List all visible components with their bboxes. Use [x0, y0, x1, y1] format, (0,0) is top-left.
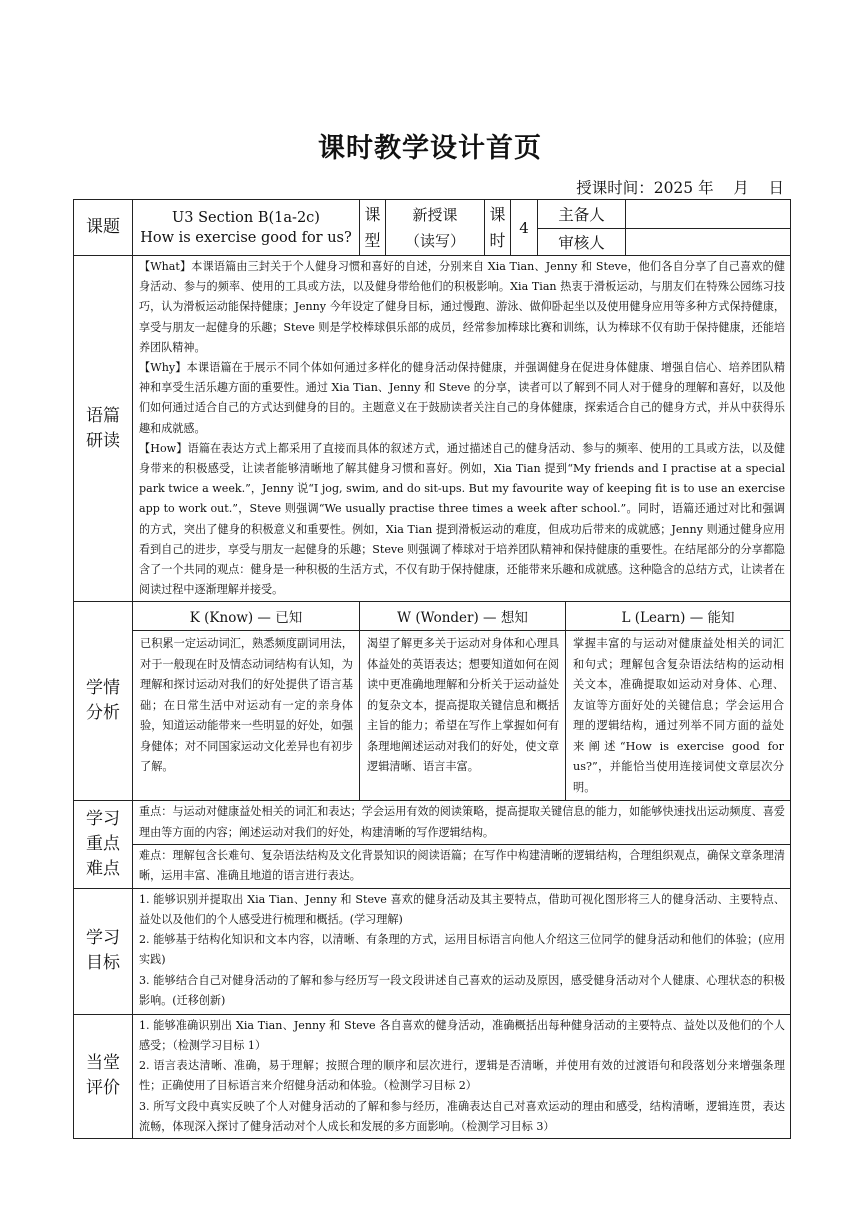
learner-analysis-label: [74, 602, 133, 801]
type-value-2: （读写）: [405, 231, 466, 250]
type-value-cell: [386, 200, 485, 256]
text-study-label-2: 研读: [86, 430, 120, 451]
text-study-what: 【What】本课语篇由三封关于个人健身习惯和喜好的自述，分别来自 Xia Tian、Jenny 和 Steve，他们各自分享了自己喜欢的健身活动、参与的频率、使用的工具或方法，以及健身带给他们的积极影响。Xia Tian 热衷于滑板运动，与朋友们在特殊公园练习技巧，认为滑板运动能保持健康；Jenny 今年设定了健身目标，通过慢跑、游泳、做仰卧起坐以及使用健身应用等多种方式保持健康，享受与朋友一起健身的乐趣；Steve 则是学校棒球俱乐部的成员，经常参加棒球比赛和训练，认为棒球不仅有助于保持健康，还能培养团队精神。: [139, 260, 786, 354]
hours-label-1: 课: [489, 204, 506, 224]
type-label-1: 课: [364, 204, 381, 224]
topic-line-1: U3 Section B(1a-2c): [172, 209, 320, 226]
hours-value: 4: [511, 200, 538, 256]
preparer-label: 主备人: [538, 200, 626, 229]
preparer-value: [626, 200, 791, 229]
key-points-label: [74, 801, 133, 888]
assessment-item: 1. 能够准确识别出 Xia Tian、Jenny 和 Steve 各自喜欢的健身活动，准确概括出每种健身活动的主要特点、益处以及他们的个人感受；（检测学习目标 1）: [139, 1018, 786, 1053]
topic-line-2: How is exercise good for us?: [140, 229, 352, 246]
topic-label: 课题: [74, 200, 133, 256]
topic-cell: [133, 200, 360, 256]
type-label-2: 型: [364, 230, 381, 250]
kwl-learn-text: 掌握丰富的与运动对健康益处相关的词汇和句式；理解包含复杂语法结构的运动相关文本，准确提取如运动对身体、心理、友谊等方面好处的关键信息；学会运用合理的逻辑结构，通过列举不同方面的益处来阐述“How is exercise good for us?”，并能恰当使用连接词使文章层次分明。: [566, 631, 791, 801]
reviewer-value: [626, 229, 791, 256]
key-points-label-1: 学习: [86, 809, 120, 830]
hours-label-2: 时: [489, 230, 506, 250]
text-study-label-1: 语篇: [86, 405, 120, 426]
assessment-label: [74, 1014, 133, 1138]
learner-analysis-label-1: 学情: [86, 678, 120, 699]
key-points-label-3: 难点: [86, 859, 120, 880]
objectives-label-1: 学习: [86, 928, 120, 949]
kwl-wonder-header: W (Wonder) — 想知: [360, 602, 566, 631]
lesson-date: 授课时间：2025 年 月 日: [576, 179, 784, 197]
text-study-label: [74, 256, 133, 602]
objectives-label: [74, 888, 133, 1014]
reviewer-label: 审核人: [538, 229, 626, 256]
kwl-wonder-text: 渴望了解更多关于运动对身体和心理具体益处的英语表达；想要知道如何在阅读中更准确地理解和分析关于运动益处的复杂文本，提高提取关键信息和概括主旨的能力；希望在写作上掌握如何有条理地阐述运动对我们的好处，使文章逻辑清晰、语言丰富。: [360, 631, 566, 801]
assessment-label-2: 评价: [86, 1078, 120, 1099]
objective-item: 3. 能够结合自己对健身活动的了解和参与经历写一段文段讲述自己喜欢的运动及原因，感受健身活动对个人健康、心理状态的积极影响。(迁移创新): [139, 973, 786, 1007]
assessment-item: 3. 所写文段中真实反映了个人对健身活动的了解和参与经历，准确表达自己对喜欢运动的理由和感受，结构清晰，逻辑连贯，表达流畅，体现深入探讨了健身活动对个人成长和发展的多方面影响。（检测学习目标 3）: [139, 1099, 786, 1133]
objective-item: 1. 能够识别并提取出 Xia Tian、Jenny 和 Steve 喜欢的健身活动及其主要特点，借助可视化图形将三人的健身活动、主要特点、益处以及他们的个人感受进行梳理和概括。(学习理解): [139, 892, 786, 927]
assessment-label-1: 当堂: [86, 1053, 120, 1074]
objectives-content: [133, 888, 791, 1014]
key-points-difficulty: 难点：理解包含长难句、复杂语法结构及文化背景知识的阅读语篇；在写作中构建清晰的逻辑结构，合理组织观点，确保文章条理清晰，运用丰富、准确且地道的语言进行表达。: [133, 844, 791, 888]
kwl-know-text: 已积累一定运动词汇，熟悉频度副词用法，对于一般现在时及情态动词结构有认知，为理解和探讨运动对我们的好处提供了语言基础；在日常生活中对运动有一定的亲身体验，知道运动能带来一些明显的好处，如强身健体；对不同国家运动文化差异也有初步了解。: [133, 631, 360, 801]
type-label-cell: [360, 200, 386, 256]
lesson-design-table: [73, 199, 791, 1139]
text-study-content: [133, 256, 791, 602]
hours-label-cell: [485, 200, 511, 256]
objective-item: 2. 能够基于结构化知识和文本内容，以清晰、有条理的方式，运用目标语言向他人介绍这三位同学的健身活动和他们的体验；(应用实践): [139, 933, 786, 967]
assessment-item: 2. 语言表达清晰、准确，易于理解；按照合理的顺序和层次进行，逻辑是否清晰，并使用有效的过渡语句和段落划分来增强条理性；正确使用了目标语言来介绍健身活动和体验。（检测学习目标 2）: [139, 1059, 786, 1093]
key-points-label-2: 重点: [86, 834, 120, 855]
text-study-why: 【Why】本课语篇在于展示不同个体如何通过多样化的健身活动保持健康，并强调健身在促进身体健康、增强自信心、培养团队精神和享受生活乐趣方面的重要性。通过 Xia Tian、Jenny 和 Steve 的分享，读者可以了解到不同人对于健身的理解和喜好，以及他们如何通过适合自己的方式达到健身的目的。主题意义在于鼓励读者关注自己的身体健康，探索适合自己的健身方式，并从中获得乐趣和成就感。: [139, 361, 786, 435]
objectives-label-2: 目标: [86, 953, 120, 974]
text-study-how: 【How】语篇在表达方式上都采用了直接而具体的叙述方式，通过描述自己的健身活动、参与的频率、使用的工具或方法，以及健身带来的积极感受，让读者能够清晰地了解其健身习惯和喜好。例如，Xia Tian 提到“My friends and I practise at a special park twice a week.”，Jenny 说“I jog, swim, and do sit-ups. But my favourite way of keeping fit is to use an exercise app to work out.”，Steve 则强调“We usually practise three times a week after school.”。同时，语篇还通过对比和强调的方式，突出了健身的积极意义和重要性。例如，Xia Tian 提到滑板运动的难度，但成功后带来的成就感；Jenny 则通过健身应用看到自己的进步，享受与朋友一起健身的乐趣；Steve 则强调了棒球对于培养团队精神和保持健康的重要性。在结尾部分的分享都隐含了一个共同的观点：健身是一种积极的生活方式，不仅有助于保持健康，还能带来乐趣和成就感。这种隐含的总结方式，让读者在阅读过程中逐渐理解并接受。: [139, 441, 786, 597]
learner-analysis-label-2: 分析: [86, 703, 120, 724]
kwl-learn-header: L (Learn) — 能知: [566, 602, 791, 631]
type-value-1: 新授课: [412, 205, 458, 224]
key-points-focus: 重点：与运动对健康益处相关的词汇和表达；学会运用有效的阅读策略，提高提取关键信息的能力，如能够快速找出运动频度、喜爱理由等方面的内容；阐述运动对我们的好处，构建清晰的写作逻辑结构。: [133, 801, 791, 844]
assessment-content: [133, 1014, 791, 1138]
page-title: 课时教学设计首页: [318, 133, 542, 164]
kwl-know-header: K (Know) — 已知: [133, 602, 360, 631]
